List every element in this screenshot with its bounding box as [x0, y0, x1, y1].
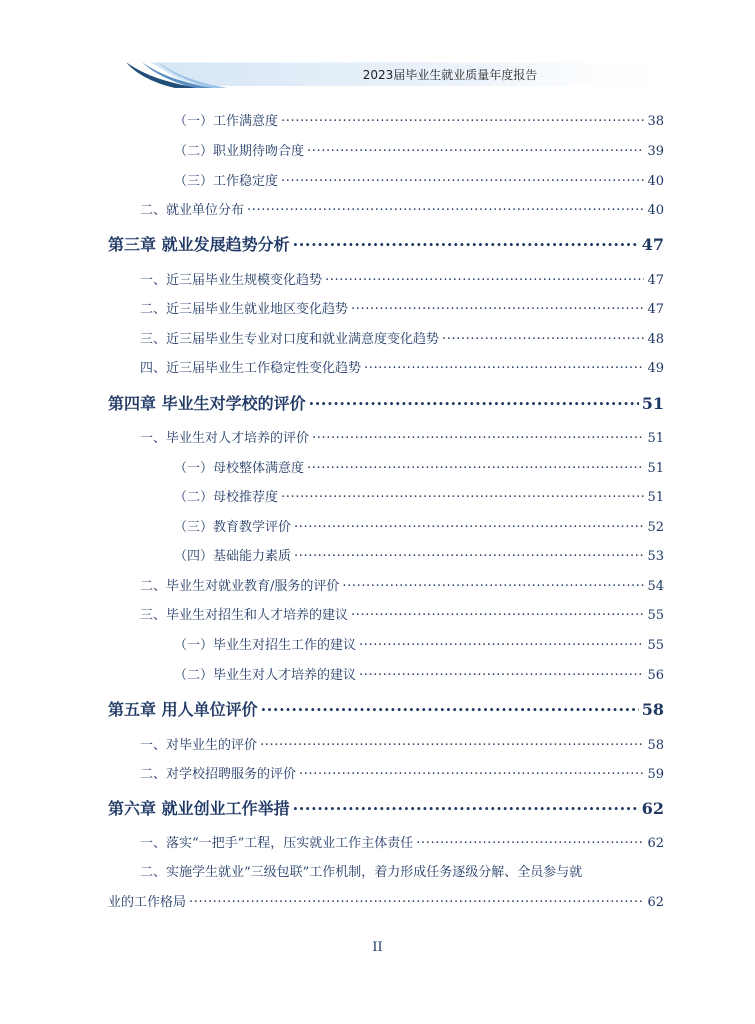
toc-entry-title: 第五章 用人单位评价 — [108, 700, 258, 719]
dot-leader — [281, 171, 644, 185]
toc-entry-title: 三、毕业生对招生和人才培养的建议 — [140, 608, 349, 623]
dot-leader — [247, 200, 644, 214]
toc-entry-title: 四、近三届毕业生工作稳定性变化趋势 — [140, 361, 362, 376]
dot-leader — [189, 892, 644, 906]
dot-leader — [309, 391, 639, 409]
toc-entry[interactable] — [174, 664, 664, 683]
toc-entry[interactable] — [140, 832, 664, 851]
toc-entry[interactable] — [140, 269, 664, 288]
dot-leader — [260, 735, 644, 749]
toc-entry-title: （四）基础能力素质 — [174, 549, 292, 564]
toc-entry-title: 第六章 就业创业工作举措 — [108, 799, 290, 818]
toc-entry-title: （一）毕业生对招生工作的建议 — [174, 638, 357, 653]
dot-leader — [281, 111, 644, 125]
toc-entry-page: 55 — [647, 638, 664, 653]
toc-entry-title: 一、近三届毕业生规模变化趋势 — [140, 273, 323, 288]
dot-leader — [351, 299, 644, 313]
toc-entry-title: 业的工作格局 — [108, 895, 187, 910]
toc-entry-title: 第三章 就业发展趋势分析 — [108, 235, 290, 254]
dot-leader — [294, 546, 644, 560]
page-header — [0, 0, 755, 100]
dot-leader — [342, 576, 644, 590]
page-number: II — [372, 940, 383, 955]
toc-entry-page: 48 — [647, 332, 664, 347]
toc-entry[interactable] — [174, 140, 664, 159]
toc-entry-title: 一、对毕业生的评价 — [140, 738, 258, 753]
toc-entry[interactable] — [140, 328, 664, 347]
toc-entry-title: 二、对学校招聘服务的评价 — [140, 767, 297, 782]
toc-entry[interactable] — [174, 545, 664, 564]
dot-leader — [293, 796, 639, 814]
toc-entry-title: 二、毕业生对就业教育/服务的评价 — [140, 579, 340, 594]
dot-leader — [325, 270, 644, 284]
toc-entry[interactable] — [140, 427, 664, 446]
toc-entry[interactable] — [108, 891, 664, 910]
toc-entry-title: 第四章 毕业生对学校的评价 — [108, 394, 306, 413]
toc-entry-page: 62 — [647, 836, 664, 851]
toc-entry-page: 62 — [641, 799, 664, 818]
toc-entry[interactable] — [174, 634, 664, 653]
toc-entry-title: （一）工作满意度 — [174, 114, 279, 129]
toc-entry-title: 二、就业单位分布 — [140, 203, 245, 218]
toc-chapter[interactable] — [108, 796, 664, 819]
dot-leader — [261, 697, 639, 715]
toc-entry-title: （二）母校推荐度 — [174, 490, 279, 505]
toc-entry[interactable] — [174, 516, 664, 535]
toc-entry-title: 一、落实“一把手”工程，压实就业工作主体责任 — [140, 836, 414, 851]
toc-entry-page: 47 — [641, 235, 664, 254]
toc-entry[interactable] — [140, 298, 664, 317]
toc-entry[interactable] — [174, 457, 664, 476]
toc-entry-title: （三）工作稳定度 — [174, 174, 279, 189]
toc-entry[interactable] — [140, 575, 664, 594]
dot-leader — [307, 141, 644, 155]
toc-entry-page: 56 — [647, 668, 664, 683]
toc-chapter[interactable] — [108, 232, 664, 255]
toc-entry-page: 38 — [647, 114, 664, 129]
toc-entry-page: 62 — [647, 895, 664, 910]
toc-entry-title: 一、毕业生对人才培养的评价 — [140, 431, 310, 446]
dot-leader — [299, 764, 644, 778]
dot-leader — [442, 329, 644, 343]
toc-entry-page: 51 — [641, 394, 664, 413]
dot-leader — [312, 428, 644, 442]
toc-entry-title: 二、近三届毕业生就业地区变化趋势 — [140, 302, 349, 317]
header-title: 2023届毕业生就业质量年度报告 — [362, 68, 538, 82]
dot-leader — [359, 635, 644, 649]
dot-leader — [281, 487, 644, 501]
dot-leader — [359, 665, 644, 679]
toc-entry-page: 47 — [647, 273, 664, 288]
toc-entry-page: 51 — [647, 461, 664, 476]
toc-entry[interactable] — [140, 734, 664, 753]
toc-entry-page: 49 — [647, 361, 664, 376]
toc-entry-page: 55 — [647, 608, 664, 623]
dot-leader — [364, 358, 644, 372]
toc-entry-page: 40 — [647, 174, 664, 189]
toc-entry[interactable] — [140, 199, 664, 218]
toc-chapter[interactable] — [108, 391, 664, 414]
toc-entry-page: 52 — [647, 520, 664, 535]
toc-entry-title: （三）教育教学评价 — [174, 520, 292, 535]
dot-leader — [307, 458, 644, 472]
toc-entry[interactable] — [140, 357, 664, 376]
toc-entry-title: （二）职业期待吻合度 — [174, 144, 305, 159]
toc-entry[interactable] — [174, 170, 664, 189]
toc-entry[interactable] — [140, 763, 664, 782]
dot-leader — [293, 232, 639, 250]
toc-entry-page: 51 — [647, 431, 664, 446]
dot-leader — [294, 517, 644, 531]
toc-entry[interactable] — [174, 110, 664, 129]
toc-entry-wrapped-line1[interactable]: 二、实施学生就业“三级包联”工作机制，着力形成任务逐级分解、全员参与就 — [140, 865, 583, 880]
toc-entry-page: 51 — [647, 490, 664, 505]
toc-entry-page: 59 — [647, 767, 664, 782]
toc-entry-page: 39 — [647, 144, 664, 159]
toc-entry[interactable] — [174, 486, 664, 505]
toc-entry[interactable] — [140, 604, 664, 623]
toc-entry-page: 58 — [641, 700, 664, 719]
toc-entry-page: 54 — [647, 579, 664, 594]
toc-entry-page: 58 — [647, 738, 664, 753]
dot-leader — [351, 605, 644, 619]
toc-entry-title: （一）母校整体满意度 — [174, 461, 305, 476]
toc-chapter[interactable] — [108, 697, 664, 720]
toc-entry-page: 47 — [647, 302, 664, 317]
header-decoration — [0, 0, 755, 100]
toc-entry-page: 40 — [647, 203, 664, 218]
toc-entry-title: 三、近三届毕业生专业对口度和就业满意度变化趋势 — [140, 332, 440, 347]
toc-entry-title: （二）毕业生对人才培养的建议 — [174, 668, 357, 683]
dot-leader — [416, 833, 644, 847]
toc-entry-page: 53 — [647, 549, 664, 564]
